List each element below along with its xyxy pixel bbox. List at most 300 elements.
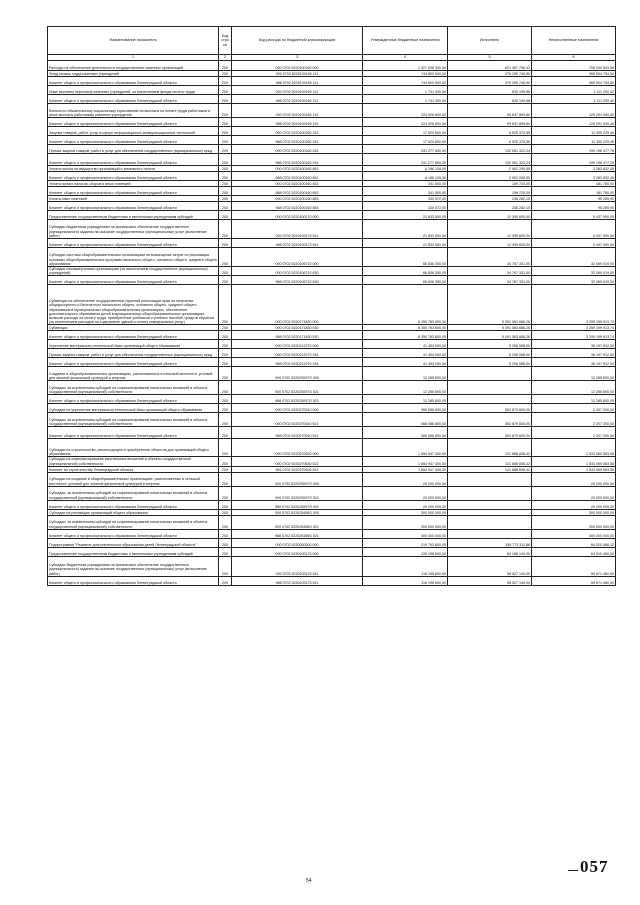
row-approved-amount: 21 833 500,00 xyxy=(363,211,448,220)
row-approved-amount: 66 836 350,00 xyxy=(363,267,448,276)
row-unexecuted-amount: 181 780,00 xyxy=(532,187,616,196)
row-name: Создание в общеобразовательных организациях, расположенных в сельской местности, условий для занятий физической культурой и спортом xyxy=(48,367,219,381)
row-executed-amount: 34 767 331,00 xyxy=(448,248,532,267)
row-approved-amount: 300 000 000,00 xyxy=(363,515,448,529)
row-classification-code: 000 0702 5220100160 000 xyxy=(232,61,363,71)
row-line-code: 200 xyxy=(219,358,232,367)
table-row xyxy=(48,285,616,325)
row-classification-code: 988 0702 5220100160 119 xyxy=(232,118,363,127)
column-number: 5 xyxy=(448,55,532,61)
row-executed-amount: 621 467 796,42 xyxy=(448,61,532,71)
row-approved-amount: 12 285 600,00 xyxy=(363,367,448,381)
row-classification-code: 000 0702 522025097G 000 xyxy=(232,472,363,486)
row-name: Субсидии некоммерческим организациям (за исключением государственных (муниципальных) учреждений) xyxy=(48,267,219,276)
row-unexecuted-amount: 3 259 199 913,74 xyxy=(532,285,616,325)
row-line-code: 200 xyxy=(219,248,232,267)
row-unexecuted-amount: 32 069 019,00 xyxy=(532,267,616,276)
row-approved-amount: 224 928 800,00 xyxy=(363,118,448,127)
row-approved-amount: 128 198 600,00 xyxy=(363,547,448,556)
row-executed-amount: 5 091 563 686,26 xyxy=(448,325,532,331)
row-approved-amount: 21 833 500,00 xyxy=(363,239,448,248)
table-row xyxy=(48,486,616,500)
row-name: Фонд оплаты труда казенных учреждений xyxy=(48,71,219,77)
row-line-code: 200 xyxy=(219,509,232,515)
row-executed-amount: 34 767 331,00 xyxy=(448,276,532,285)
row-classification-code: 000 0702 522025097G 000 xyxy=(232,367,363,381)
row-name: Комитет общего и профессионального образования Ленинградской области xyxy=(48,95,219,104)
row-classification-code: 000 0702 5220100160 244 xyxy=(232,145,363,154)
row-executed-amount: 12 395 600,00 xyxy=(448,239,532,248)
table-row xyxy=(48,86,616,95)
row-name: Подпрограмма "Развитие дополнительного образования детей Ленинградской области" xyxy=(48,538,219,547)
row-classification-code: 000 0702 5220100170 611 xyxy=(232,220,363,239)
row-line-code: 200 xyxy=(219,118,232,127)
row-classification-code: 000 0702 5220212270 244 xyxy=(232,349,363,358)
row-approved-amount: 1 654 947 400,00 xyxy=(363,457,448,466)
row-executed-amount: 159 720,00 xyxy=(448,187,532,196)
row-line-code: 200 xyxy=(219,340,232,349)
row-approved-amount: 366 086 800,00 xyxy=(363,413,448,427)
row-classification-code: 000 0702 5220270630 522 xyxy=(232,457,363,466)
row-name: Предоставление государственным бюджетным и автономным учреждениям субсидий xyxy=(48,211,219,220)
row-unexecuted-amount: 3 259 199 913,74 xyxy=(532,331,616,340)
row-classification-code: 988 0702 5220100160 111 xyxy=(232,77,363,86)
row-classification-code: 988 0702 5220100160 852 xyxy=(232,187,363,196)
row-line-code: 200 xyxy=(219,61,232,71)
row-line-code: 200 xyxy=(219,154,232,166)
column-number: 1 xyxy=(48,55,219,61)
row-approved-amount: 8 350 783 600,00 xyxy=(363,331,448,340)
row-line-code: 200 xyxy=(219,181,232,187)
row-classification-code: 000 0702 5220212270 000 xyxy=(232,340,363,349)
row-unexecuted-amount: 11 395 229,45 xyxy=(532,136,616,145)
row-classification-code: 000 0702 522025456G 000 xyxy=(232,509,363,515)
row-approved-amount: 66 836 350,00 xyxy=(363,276,448,285)
row-unexecuted-amount: 12 285 600,00 xyxy=(532,367,616,381)
row-unexecuted-amount: 125 291 940,40 xyxy=(532,118,616,127)
row-name: Прочая закупка товаров, работ и услуг для обеспечения государственных (муниципальных) нужд xyxy=(48,349,219,358)
row-approved-amount: 219 793 600,00 xyxy=(363,538,448,547)
row-executed-amount: 99 637 859,60 xyxy=(448,118,532,127)
stamp-dash xyxy=(568,870,578,871)
row-unexecuted-amount: 2 207 200,00 xyxy=(532,404,616,413)
row-line-code: 200 xyxy=(219,196,232,202)
row-line-code: 200 xyxy=(219,427,232,439)
row-unexecuted-amount: 36 197 912,00 xyxy=(532,358,616,367)
row-approved-amount: 341 500,00 xyxy=(363,187,448,196)
table-row xyxy=(48,154,616,166)
table-row xyxy=(48,413,616,427)
row-line-code: 200 xyxy=(219,127,232,136)
row-name: Расходы на обеспечение деятельности государственных казенных организаций xyxy=(48,61,219,71)
row-approved-amount: 21 833 500,00 xyxy=(363,220,448,239)
row-classification-code: 000 0702 5220270510 521 xyxy=(232,413,363,427)
table-row xyxy=(48,104,616,118)
row-name: Комитет общего и профессионального образования Ленинградской области xyxy=(48,154,219,166)
row-unexecuted-amount: 365 504 753,50 xyxy=(532,77,616,86)
row-line-code: 200 xyxy=(219,381,232,395)
row-executed-amount: 12 395 600,00 xyxy=(448,220,532,239)
row-approved-amount: 341 500,00 xyxy=(363,181,448,187)
row-unexecuted-amount: 20 200 000,00 xyxy=(532,500,616,509)
row-executed-amount: 2 902 295,55 xyxy=(448,166,532,172)
row-approved-amount: 20 200 000,00 xyxy=(363,472,448,486)
row-line-code: 200 xyxy=(219,239,232,248)
row-executed-amount: 6 525 370,55 xyxy=(448,136,532,145)
row-name: Субсидии на укрепление материально-технической базы организаций общего образования xyxy=(48,404,219,413)
row-approved-amount: 17 920 600,00 xyxy=(363,136,448,145)
row-line-code: 200 xyxy=(219,439,232,457)
row-approved-amount: 331 277 800,00 xyxy=(363,145,448,154)
table-row xyxy=(48,77,616,86)
row-executed-amount: - xyxy=(448,509,532,515)
row-unexecuted-amount: 32 069 019,00 xyxy=(532,276,616,285)
row-line-code: 200 xyxy=(219,187,232,196)
row-line-code: 200 xyxy=(219,457,232,466)
row-unexecuted-amount: 3 283 832,45 xyxy=(532,166,616,172)
row-executed-amount: 630 199,58 xyxy=(448,95,532,104)
row-name: Комитет общего и профессионального образования Ленинградской области xyxy=(48,136,219,145)
row-classification-code: 988 0702 5220270510 521 xyxy=(232,427,363,439)
table-row xyxy=(48,248,616,267)
table-row xyxy=(48,349,616,358)
table-header-row xyxy=(48,27,616,55)
row-approved-amount: 300 000 000,00 xyxy=(363,529,448,538)
row-approved-amount: 8 350 783 600,00 xyxy=(363,325,448,331)
header-code: Код стро ки xyxy=(219,27,232,55)
row-name: Субсидии бюджетным учреждениям на финансовое обеспечение государственного (муниципального) задания на оказание государственных (муниципальных) услуг (выполнение работ) xyxy=(48,556,219,576)
row-unexecuted-amount: 9 437 900,00 xyxy=(532,239,616,248)
table-row xyxy=(48,439,616,457)
row-unexecuted-amount: 95 289,90 xyxy=(532,202,616,211)
row-name: Комитет по строительству Ленинградской области xyxy=(48,466,219,472)
row-approved-amount: 17 920 600,00 xyxy=(363,127,448,136)
table-row xyxy=(48,267,616,276)
row-executed-amount: 2 902 295,55 xyxy=(448,172,532,181)
table-row xyxy=(48,95,616,104)
row-line-code: 200 xyxy=(219,500,232,509)
row-line-code: 200 xyxy=(219,413,232,427)
row-approved-amount: 1 327 638 300,00 xyxy=(363,61,448,71)
table-row xyxy=(48,331,616,340)
row-line-code: 200 xyxy=(219,325,232,331)
row-line-code: 200 xyxy=(219,349,232,358)
table-row xyxy=(48,358,616,367)
row-executed-amount: 379 295 746,50 xyxy=(448,77,532,86)
row-classification-code: 988 0702 5220100160 244 xyxy=(232,154,363,166)
header-executed: Исполнено xyxy=(448,27,532,55)
table-row xyxy=(48,187,616,196)
row-approved-amount: 366 086 800,00 xyxy=(363,404,448,413)
row-unexecuted-amount: 12 285 600,00 xyxy=(532,395,616,404)
row-unexecuted-amount: 1 533 060 563,58 xyxy=(532,439,616,457)
row-approved-amount: 6 186 128,00 xyxy=(363,166,448,172)
row-name: Прочая закупка товаров, работ и услуг для обеспечения государственных (муниципальных) нужд xyxy=(48,145,219,154)
row-name: Комитет общего и профессионального образования Ленинградской области xyxy=(48,395,219,404)
row-name: Укрепление материально-технической базы организаций общего образования xyxy=(48,340,219,349)
row-line-code: 200 xyxy=(219,220,232,239)
row-approved-amount: 1 741 400,00 xyxy=(363,95,448,104)
row-line-code: 200 xyxy=(219,404,232,413)
table-row xyxy=(48,127,616,136)
row-classification-code: 988 0702 522025097G 521 xyxy=(232,395,363,404)
row-line-code: 200 xyxy=(219,71,232,77)
row-classification-code: 988 0702 522025456G 521 xyxy=(232,529,363,538)
row-unexecuted-amount: 3 259 199 913,74 xyxy=(532,325,616,331)
row-line-code: 200 xyxy=(219,77,232,86)
row-unexecuted-amount: 300 000 000,00 xyxy=(532,515,616,529)
table-row xyxy=(48,172,616,181)
row-classification-code: 988 0702 5230100170 611 xyxy=(232,576,363,585)
row-executed-amount: 379 295 746,50 xyxy=(448,71,532,77)
row-line-code: 200 xyxy=(219,145,232,154)
row-line-code: 200 xyxy=(219,172,232,181)
row-unexecuted-amount: 36 197 912,00 xyxy=(532,349,616,358)
row-executed-amount: 5 256 088,00 xyxy=(448,349,532,358)
table-row xyxy=(48,239,616,248)
row-line-code: 200 xyxy=(219,166,232,172)
row-approved-amount: 224 928 800,00 xyxy=(363,104,448,118)
column-number: 3 xyxy=(232,55,363,61)
row-executed-amount: 236 282,10 xyxy=(448,202,532,211)
row-executed-amount: - xyxy=(448,381,532,395)
row-classification-code: 000 0702 522025097G 521 xyxy=(232,381,363,395)
row-unexecuted-amount: 1 111 200,42 xyxy=(532,95,616,104)
row-line-code: 200 xyxy=(219,285,232,325)
table-row xyxy=(48,500,616,509)
row-classification-code: 000 0702 5220100160 242 xyxy=(232,127,363,136)
row-classification-code: 000 0702 5230000000 000 xyxy=(232,538,363,547)
row-name: Уплата прочих налогов, сборов и иных платежей xyxy=(48,181,219,187)
expenditure-table xyxy=(47,26,616,586)
row-approved-amount: 12 285 600,00 xyxy=(363,381,448,395)
row-unexecuted-amount: 181 780,00 xyxy=(532,181,616,187)
row-unexecuted-amount: 2 207 200,00 xyxy=(532,427,616,439)
row-name: Субвенции на обеспечение государственных гарантий реализации прав на получение общедоступного и бесплатного начального общего, основного общего, среднего общего образования в муниципальных общеобразовательных организациях, обеспечение дополнительного образования детей в муниципальных общеобразовательных организациях, включая расходы на оплату труда, приобретение учебников и учебных пособий, средств обучения (за исключением расходов на содержание зданий и оплату коммунальных услуг) xyxy=(48,285,219,325)
row-line-code: 200 xyxy=(219,86,232,95)
row-classification-code: 988 0702 5220171830 530 xyxy=(232,331,363,340)
row-executed-amount: 121 888 836,42 xyxy=(448,457,532,466)
row-unexecuted-amount: 9 437 900,00 xyxy=(532,220,616,239)
row-name: Иные выплаты персоналу казенных учреждений, за исключением фонда оплаты труда xyxy=(48,86,219,95)
row-executed-amount: 12 395 600,00 xyxy=(448,211,532,220)
row-classification-code: 000 0702 5230100170 000 xyxy=(232,547,363,556)
table-row xyxy=(48,118,616,127)
table-row xyxy=(48,457,616,466)
row-executed-amount: 159 720,00 xyxy=(448,181,532,187)
row-classification-code: 000 0702 5220100160 852 xyxy=(232,181,363,187)
row-classification-code: 988 0702 5220100160 242 xyxy=(232,136,363,145)
row-name: Субсидии на реновацию организаций общего образования xyxy=(48,509,219,515)
row-classification-code: 000 0702 5220270630 000 xyxy=(232,439,363,457)
row-executed-amount: 6 525 370,55 xyxy=(448,127,532,136)
row-approved-amount: 366 086 800,00 xyxy=(363,427,448,439)
table-row xyxy=(48,340,616,349)
row-name: Субсидии, за исключением субсидий на софинансирование капитальных вложений в объекты государственной (муниципальной) собственности xyxy=(48,413,219,427)
table-row xyxy=(48,395,616,404)
row-executed-amount: 5 091 563 686,26 xyxy=(448,285,532,325)
row-name: Комитет общего и профессионального образования Ленинградской области xyxy=(48,276,219,285)
row-approved-amount: 6 186 128,00 xyxy=(363,172,448,181)
row-unexecuted-amount: 64 020 488,12 xyxy=(532,538,616,547)
header-unexecuted: Неисполненные назначения xyxy=(532,27,616,55)
row-name: Субсидии, за исключением субсидий на софинансирование капитальных вложений в объекты государственной (муниципальной) собственности xyxy=(48,486,219,500)
row-approved-amount: 330 572,00 xyxy=(363,196,448,202)
row-line-code: 200 xyxy=(219,95,232,104)
table-row xyxy=(48,220,616,239)
row-approved-amount: 41 454 000,00 xyxy=(363,358,448,367)
row-executed-amount: 34 767 331,00 xyxy=(448,267,532,276)
row-line-code: 200 xyxy=(219,576,232,585)
row-name: Субсидии на софинансирование капитальных вложений в объекты государственной (муниципальной) собственности xyxy=(48,457,219,466)
table-row xyxy=(48,547,616,556)
table-row xyxy=(48,404,616,413)
row-unexecuted-amount: 3 283 832,45 xyxy=(532,172,616,181)
table-row xyxy=(48,529,616,538)
header-name: Наименование показателя xyxy=(48,27,219,55)
row-approved-amount: 118 198 600,00 xyxy=(363,576,448,585)
row-name: Уплата иных платежей xyxy=(48,196,219,202)
row-approved-amount: 20 200 000,00 xyxy=(363,486,448,500)
row-executed-amount: 363 879 600,00 xyxy=(448,413,532,427)
row-executed-amount: 121 888 836,42 xyxy=(448,439,532,457)
column-number: 6 xyxy=(532,55,616,61)
table-row xyxy=(48,276,616,285)
row-classification-code: 988 0702 5220106710 630 xyxy=(232,276,363,285)
row-line-code: 200 xyxy=(219,515,232,529)
row-name: Комитет общего и профессионального образования Ленинградской области xyxy=(48,500,219,509)
sheet-stamp-number: 057 xyxy=(580,857,609,876)
row-name: Комитет общего и профессионального образования Ленинградской области xyxy=(48,187,219,196)
row-approved-amount: 300 000 000,00 xyxy=(363,509,448,515)
row-line-code: 200 xyxy=(219,136,232,145)
row-line-code: 200 xyxy=(219,367,232,381)
row-classification-code: 000 0702 5220100160 111 xyxy=(232,71,363,77)
row-line-code: 200 xyxy=(219,556,232,576)
row-name: Субсидии частным общеобразовательным организациям на возмещение затрат по реализации основных общеобразовательных программ начального общего, основного общего, среднего общего образования xyxy=(48,248,219,267)
row-line-code: 200 xyxy=(219,466,232,472)
row-approved-amount: 744 800 500,00 xyxy=(363,77,448,86)
row-unexecuted-amount: 11 395 229,45 xyxy=(532,127,616,136)
row-approved-amount: 330 572,00 xyxy=(363,202,448,211)
page-number: 54 xyxy=(306,878,312,884)
row-classification-code: 000 0702 5230100170 611 xyxy=(232,556,363,576)
table-row xyxy=(48,472,616,486)
row-name: Субсидии, за исключением субсидий на софинансирование капитальных вложений в объекты государственной (муниципальной) собственности xyxy=(48,515,219,529)
row-classification-code: 988 0702 5220212270 244 xyxy=(232,358,363,367)
row-line-code: 200 xyxy=(219,331,232,340)
row-unexecuted-amount: 125 291 940,40 xyxy=(532,104,616,118)
row-line-code: 200 xyxy=(219,202,232,211)
column-number: 4 xyxy=(363,55,448,61)
row-approved-amount: 331 277 800,00 xyxy=(363,154,448,166)
row-classification-code: 988 0702 5220100160 853 xyxy=(232,202,363,211)
header-approved: Утвержденные бюджетные назначения xyxy=(363,27,448,55)
table-row xyxy=(48,427,616,439)
row-unexecuted-amount: 199 196 477,76 xyxy=(532,154,616,166)
row-line-code: 200 xyxy=(219,276,232,285)
row-unexecuted-amount: 9 437 900,00 xyxy=(532,211,616,220)
row-unexecuted-amount: 20 200 000,00 xyxy=(532,486,616,500)
table-row xyxy=(48,556,616,576)
row-approved-amount: 12 285 600,00 xyxy=(363,395,448,404)
row-name: Субвенции xyxy=(48,325,219,331)
header-classification: Код расхода по бюджетной классификации xyxy=(232,27,363,55)
report-sheet xyxy=(47,26,615,586)
table-row xyxy=(48,136,616,145)
row-unexecuted-amount: 199 196 477,76 xyxy=(532,145,616,154)
row-executed-amount: 132 081 322,24 xyxy=(448,154,532,166)
row-name: Комитет общего и профессионального образования Ленинградской области xyxy=(48,77,219,86)
row-name: Комитет общего и профессионального образования Ленинградской области xyxy=(48,576,219,585)
row-line-code: 200 xyxy=(219,211,232,220)
row-classification-code: 000 0702 5220106710 000 xyxy=(232,248,363,267)
row-name: Комитет общего и профессионального образования Ленинградской области xyxy=(48,239,219,248)
row-line-code: 200 xyxy=(219,547,232,556)
row-classification-code: 000 0702 5220100160 851 xyxy=(232,166,363,172)
row-executed-amount: - xyxy=(448,500,532,509)
row-line-code: 200 xyxy=(219,538,232,547)
row-executed-amount: 5 091 563 686,26 xyxy=(448,331,532,340)
row-executed-amount: 155 773 311,88 xyxy=(448,538,532,547)
column-number: 2 xyxy=(219,55,232,61)
row-name: Закупка товаров, работ, услуг в сфере информационно-коммуникационных технологий xyxy=(48,127,219,136)
row-approved-amount: 8 350 783 600,00 xyxy=(363,285,448,325)
row-line-code: 200 xyxy=(219,395,232,404)
row-classification-code: 988 0702 5220100170 611 xyxy=(232,239,363,248)
row-executed-amount: - xyxy=(448,486,532,500)
row-classification-code: 988 0702 5220100160 112 xyxy=(232,95,363,104)
row-line-code: 200 xyxy=(219,104,232,118)
row-approved-amount: 41 454 000,00 xyxy=(363,349,448,358)
row-executed-amount: - xyxy=(448,395,532,404)
row-executed-amount: 5 256 088,00 xyxy=(448,358,532,367)
row-classification-code: 000 0702 5220106710 630 xyxy=(232,267,363,276)
row-unexecuted-amount: 365 504 753,50 xyxy=(532,71,616,77)
row-executed-amount: 630 199,58 xyxy=(448,86,532,95)
row-name: Субсидии бюджетным учреждениям на финансовое обеспечение государственного (муниципального) задания на оказание государственных (муниципальных) услуг (выполнение работ) xyxy=(48,220,219,239)
row-unexecuted-amount: 1 533 060 563,58 xyxy=(532,466,616,472)
row-name: Комитет общего и профессионального образования Ленинградской области xyxy=(48,427,219,439)
row-classification-code: 000 0702 5220171830 000 xyxy=(232,285,363,325)
row-classification-code: 000 0702 522025097G 521 xyxy=(232,486,363,500)
row-classification-code: 000 0702 5220100170 000 xyxy=(232,211,363,220)
row-approved-amount: 66 836 350,00 xyxy=(363,248,448,267)
row-name: Предоставление государственным бюджетным и автономным учреждениям субсидий xyxy=(48,547,219,556)
row-classification-code: 000 0702 5220100160 119 xyxy=(232,104,363,118)
row-name: Субсидии на создание в общеобразовательных организациях, расположенных в сельской местности, условий для занятий физической культурой и спортом xyxy=(48,472,219,486)
row-executed-amount: 99 637 859,60 xyxy=(448,104,532,118)
row-line-code: 200 xyxy=(219,486,232,500)
table-row xyxy=(48,202,616,211)
table-row xyxy=(48,538,616,547)
row-line-code: 200 xyxy=(219,529,232,538)
row-unexecuted-amount: 20 200 000,00 xyxy=(532,472,616,486)
table-row xyxy=(48,576,616,585)
row-name: Комитет общего и профессионального образования Ленинградской области xyxy=(48,118,219,127)
row-name: Комитет общего и профессионального образования Ленинградской области xyxy=(48,358,219,367)
row-approved-amount: 744 800 500,00 xyxy=(363,71,448,77)
row-classification-code: 000 0702 5220270510 000 xyxy=(232,404,363,413)
row-unexecuted-amount: 36 197 912,00 xyxy=(532,340,616,349)
row-name: Взносы по обязательному социальному страхованию на выплаты по оплате труда работников и иные выплаты работникам казенных учреждений xyxy=(48,104,219,118)
row-executed-amount: - xyxy=(448,529,532,538)
row-executed-amount: - xyxy=(448,515,532,529)
row-unexecuted-amount: 300 000 000,00 xyxy=(532,509,616,515)
row-unexecuted-amount: 95 289,90 xyxy=(532,196,616,202)
row-approved-amount: 41 454 000,00 xyxy=(363,340,448,349)
row-name: Комитет общего и профессионального образования Ленинградской области xyxy=(48,202,219,211)
